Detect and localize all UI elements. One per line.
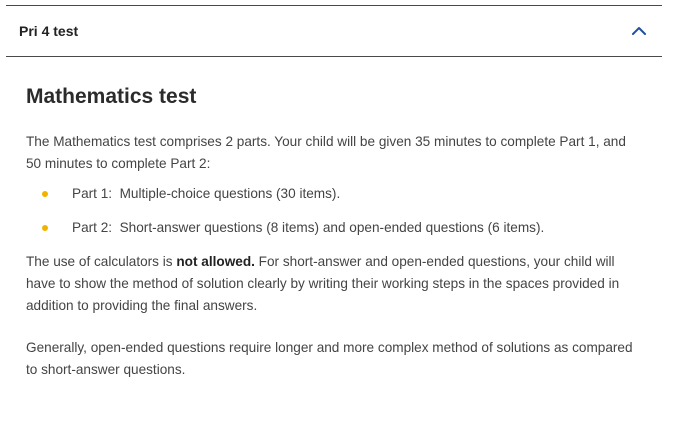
calculator-prefix: The use of calculators is — [26, 254, 177, 269]
accordion-header[interactable] — [6, 5, 662, 57]
accordion-body — [6, 57, 662, 381]
section-title: Mathematics test — [26, 85, 197, 108]
part-label: Part 1: — [72, 186, 113, 201]
part-label: Part 2: — [72, 220, 113, 235]
note-paragraph: Generally, open-ended questions require longer and more complex method of solutions as compared to short-answer questions. — [26, 340, 633, 377]
accordion — [6, 5, 662, 429]
part-text: Short-answer questions (8 items) and open-ended questions (6 items). — [119, 220, 545, 235]
calculator-emphasis: not allowed. — [176, 254, 255, 269]
parts-list — [26, 183, 642, 239]
part-text: Multiple-choice questions (30 items). — [119, 186, 341, 201]
calculator-suffix: For short-answer and open-ended questions, your child will have to show the method of solution clearly by writing their working steps in the spaces provided in addition to providing the final answers. — [26, 254, 620, 313]
chevron-up-icon[interactable] — [630, 25, 648, 37]
accordion-title: Pri 4 test — [19, 23, 79, 39]
list-item — [42, 217, 642, 239]
list-item — [42, 183, 642, 205]
calculator-paragraph — [26, 251, 642, 317]
bullet-dot-icon — [42, 191, 48, 197]
bullet-dot-icon — [42, 225, 48, 231]
intro-paragraph: The Mathematics test comprises 2 parts. Your child will be given 35 minutes to complete Part 1, and 50 minutes to complete Part 2: — [26, 134, 626, 171]
